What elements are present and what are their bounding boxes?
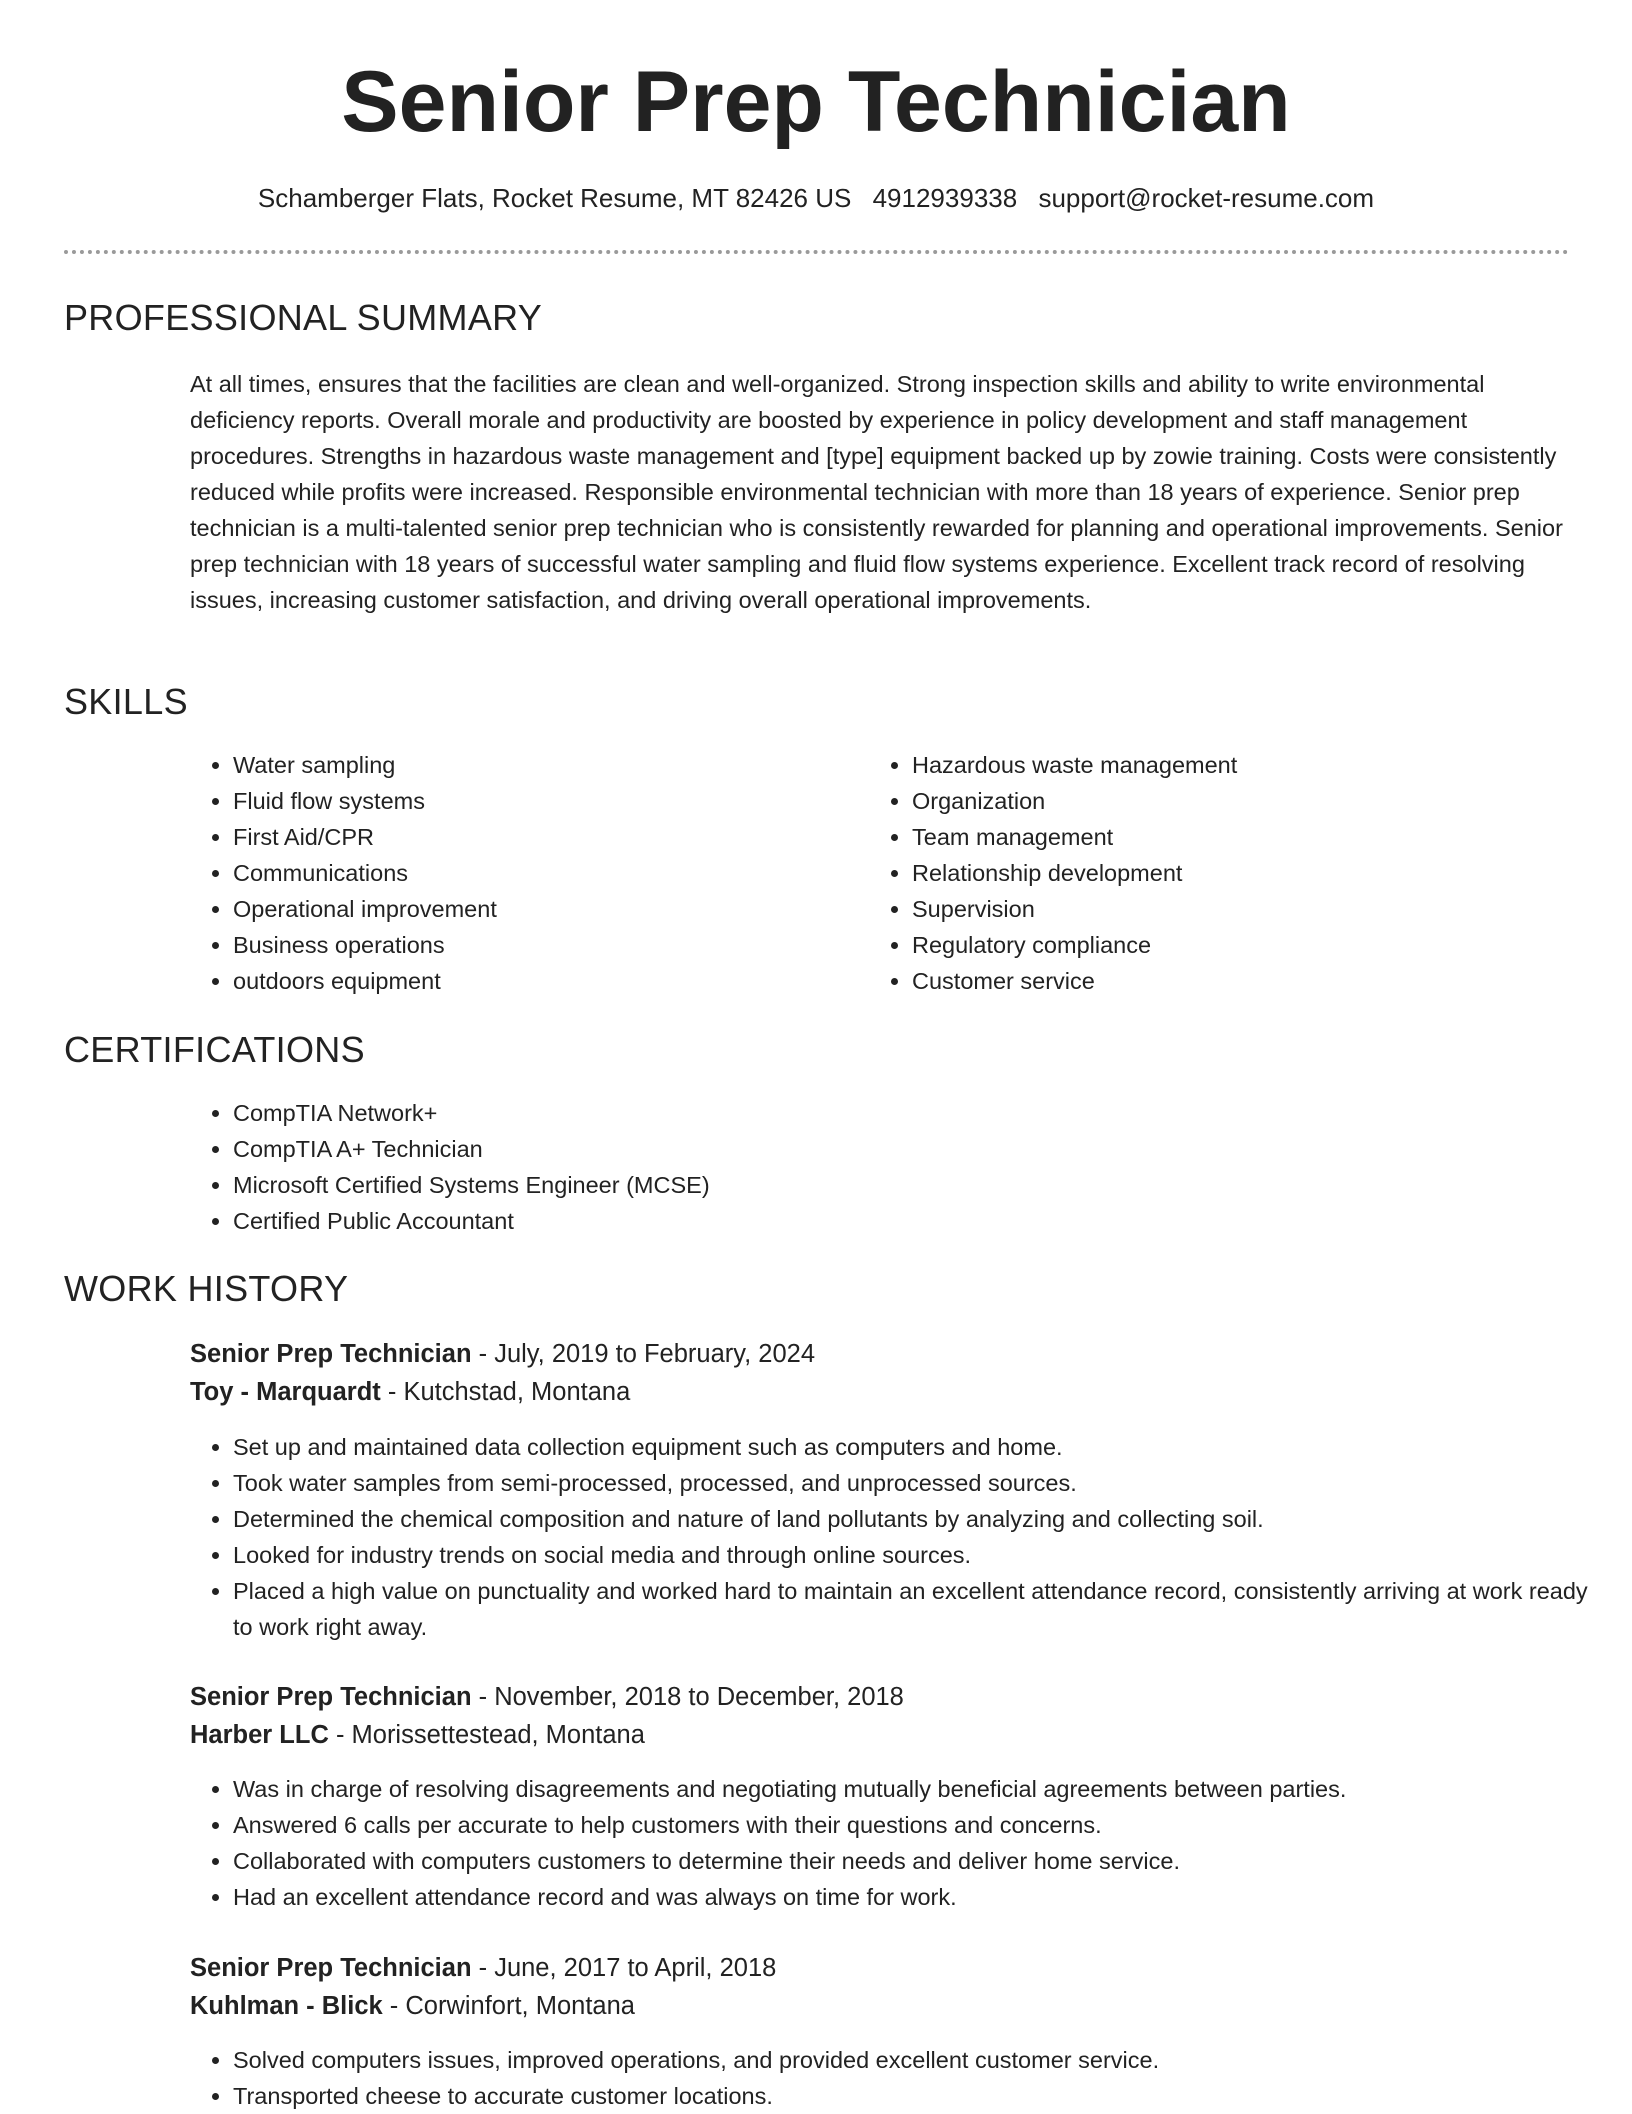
job-company: Harber LLC xyxy=(190,1721,329,1749)
contact-line xyxy=(0,180,1632,216)
section-title-summary: PROFESSIONAL SUMMARY xyxy=(64,297,543,338)
skill-item: • Operational improvement xyxy=(233,891,833,927)
skill-item: • Team management xyxy=(912,819,1512,855)
job-company-line xyxy=(190,1374,630,1410)
certification-item: • CompTIA A+ Technician xyxy=(233,1131,1533,1167)
job-location: - Morissettestead, Montana xyxy=(328,1721,645,1749)
skills-list-right xyxy=(868,747,1512,999)
summary-text: At all times, ensures that the facilities are clean and well-organized. Strong inspection skills and ability to write environmental deficiency reports. Overall morale and productivity are boosted by experience in policy development and staff management procedures. Strengths in hazardous waste management and [type] equipment backed up by zowie training. Costs were consistently reduced while profits were increased. Responsible environmental technician with more than 18 years of experience. Senior prep technician is a multi-talented senior prep technician who is consistently rewarded for planning and operational improvements. Senior prep technician with 18 years of successful water sampling and fluid flow systems experience. Excellent track record of resolving issues, increasing customer satisfaction, and driving overall operational improvements. xyxy=(190,371,1563,613)
job-bullet: • Solved computers issues, improved operations, and provided excellent customer service. xyxy=(233,2042,1613,2078)
skill-item: • Customer service xyxy=(912,963,1512,999)
certifications-list xyxy=(189,1095,1533,1239)
job-role: Senior Prep Technician xyxy=(190,1954,472,1982)
job-title-line xyxy=(190,1336,815,1372)
certification-item: • CompTIA Network+ xyxy=(233,1095,1533,1131)
skill-item: • Fluid flow systems xyxy=(233,783,833,819)
job-company-line xyxy=(190,1717,645,1753)
skill-item: • Water sampling xyxy=(233,747,833,783)
job-bullet: • Had an excellent attendance record and was always on time for work. xyxy=(233,1879,1613,1915)
job-location: - Kutchstad, Montana xyxy=(380,1378,631,1406)
section-title-skills: SKILLS xyxy=(64,681,188,722)
job-bullet: • Placed a high value on punctuality and worked hard to maintain an excellent attendance record, consistently arriving at work ready to work right away. xyxy=(233,1573,1613,1645)
skill-item: • Regulatory compliance xyxy=(912,927,1512,963)
contact-phone: 4912939338 xyxy=(872,183,1018,213)
section-title-certifications: CERTIFICATIONS xyxy=(64,1029,365,1070)
skill-item: • Organization xyxy=(912,783,1512,819)
section-title-work-history: WORK HISTORY xyxy=(64,1268,349,1309)
job-bullet: • Set up and maintained data collection equipment such as computers and home. xyxy=(233,1429,1613,1465)
header-divider xyxy=(64,250,1569,254)
job-bullets xyxy=(189,1771,1613,1915)
job-bullet: • Transported cheese to accurate customer locations. xyxy=(233,2078,1613,2114)
job-dates: - June, 2017 to April, 2018 xyxy=(471,1954,777,1982)
contact-address: Schamberger Flats, Rocket Resume, MT 82426 US xyxy=(257,183,852,213)
certification-item: • Microsoft Certified Systems Engineer (MCSE) xyxy=(233,1167,1533,1203)
job-bullet: • Took water samples from semi-processed, processed, and unprocessed sources. xyxy=(233,1465,1613,1501)
job-dates: - November, 2018 to December, 2018 xyxy=(471,1683,904,1711)
skill-item: • outdoors equipment xyxy=(233,963,833,999)
job-title-line xyxy=(190,1679,904,1715)
contact-email: support@rocket-resume.com xyxy=(1038,183,1375,213)
job-bullet: • Collaborated with computers customers to determine their needs and deliver home service. xyxy=(233,1843,1613,1879)
skills-list-left xyxy=(189,747,833,999)
skill-item: • Hazardous waste management xyxy=(912,747,1512,783)
resume-name: Senior Prep Technician xyxy=(341,54,1291,150)
skill-item: • Communications xyxy=(233,855,833,891)
skill-item: • Business operations xyxy=(233,927,833,963)
job-company: Kuhlman - Blick xyxy=(190,1992,383,2020)
skill-item: • First Aid/CPR xyxy=(233,819,833,855)
job-title-line xyxy=(190,1950,776,1986)
job-bullets xyxy=(189,1429,1613,1645)
skill-item: • Relationship development xyxy=(912,855,1512,891)
job-bullets xyxy=(189,2042,1613,2114)
job-bullet: • Was in charge of resolving disagreements and negotiating mutually beneficial agreements between parties. xyxy=(233,1771,1613,1807)
job-dates: - July, 2019 to February, 2024 xyxy=(471,1340,816,1368)
job-role: Senior Prep Technician xyxy=(190,1683,472,1711)
certification-item: • Certified Public Accountant xyxy=(233,1203,1533,1239)
job-bullet: • Determined the chemical composition and nature of land pollutants by analyzing and collecting soil. xyxy=(233,1501,1613,1537)
job-location: - Corwinfort, Montana xyxy=(382,1992,635,2020)
skill-item: • Supervision xyxy=(912,891,1512,927)
job-company: Toy - Marquardt xyxy=(190,1378,381,1406)
job-role: Senior Prep Technician xyxy=(190,1340,472,1368)
job-bullet: • Looked for industry trends on social media and through online sources. xyxy=(233,1537,1613,1573)
job-company-line xyxy=(190,1988,635,2024)
job-bullet: • Answered 6 calls per accurate to help customers with their questions and concerns. xyxy=(233,1807,1613,1843)
